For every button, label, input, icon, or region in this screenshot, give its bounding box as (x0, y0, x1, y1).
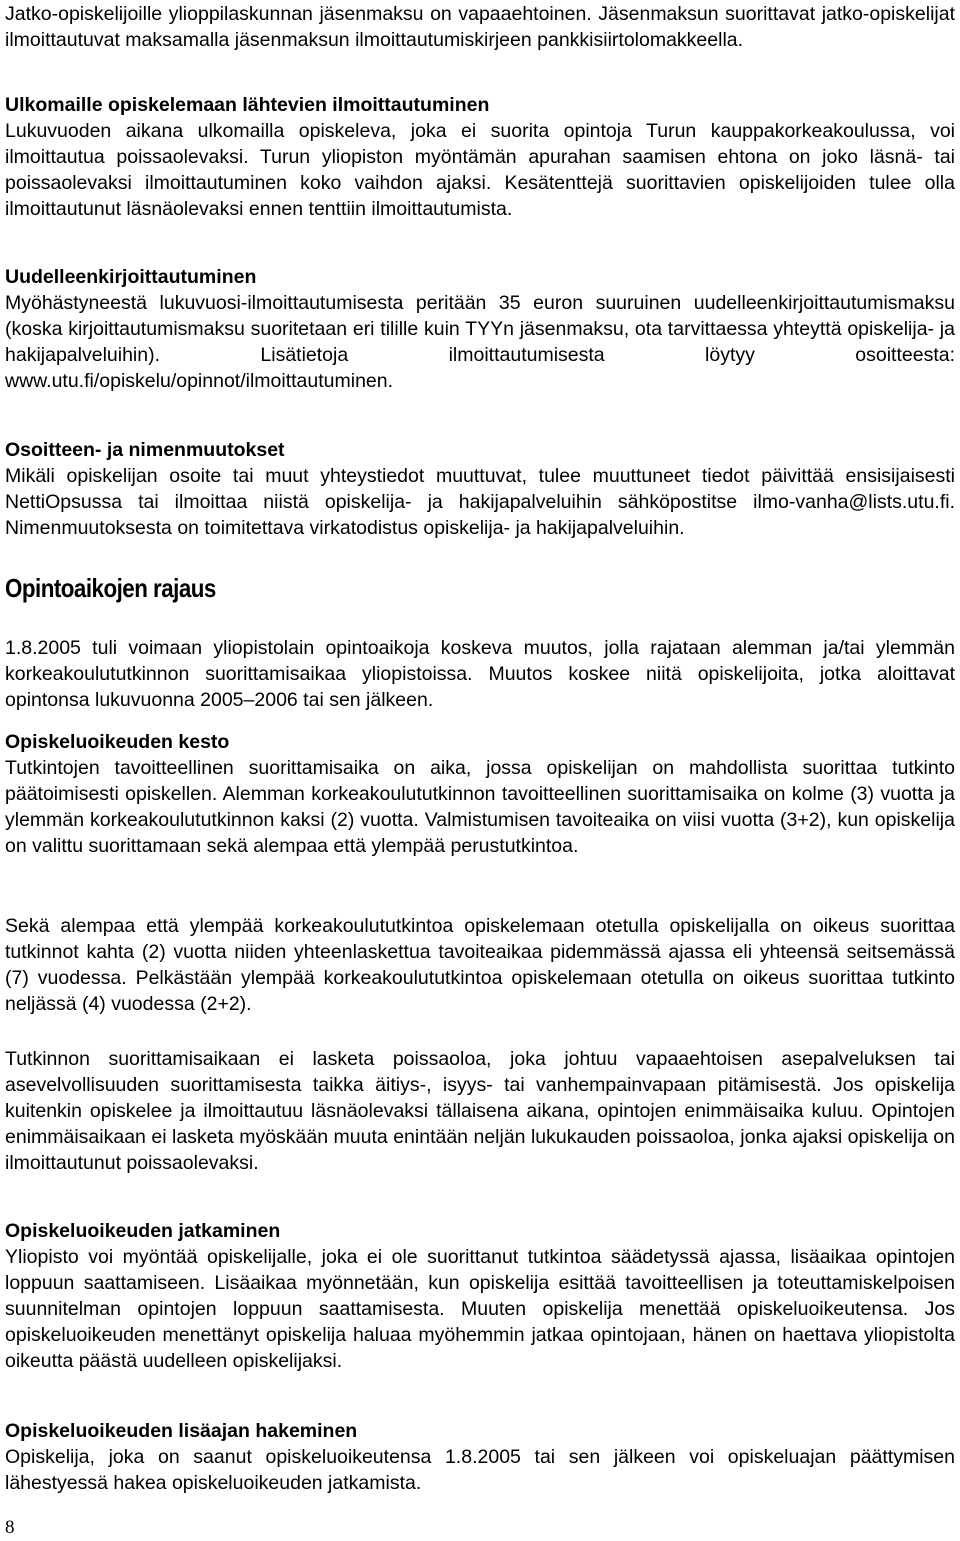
chapter-title: Opintoaikojen rajaus (5, 573, 216, 603)
section-heading-duration: Opiskeluoikeuden kesto (5, 731, 230, 753)
section-heading-abroad: Ulkomaille opiskelemaan lähtevien ilmoittautuminen (5, 94, 490, 116)
section-text-application: Opiskelija, joka on saanut opiskeluoikeutensa 1.8.2005 tai sen jälkeen voi opiskeluajan päättymisen lähestyessä hakea opiskeluoikeuden jatkamista. (5, 1446, 955, 1494)
duration-paragraph-3: Tutkinnon suorittamisaikaan ei lasketa poissaoloa, joka johtuu vapaaehtoisen asepalveluksen tai asevelvollisuuden suorittamisesta taikka äitiys-, isyys- tai vanhempainvapaan pitämisestä. Jos opiskelija kuitenkin opiskelee ja ilmoittautuu läsnäolevaksi tällaisena aikana, opintojen enimmäisaika kuluu. Opintojen enimmäisaikaan ei lasketa myöskään muuta enintään neljän lukukauden poissaoloa, jonka ajaksi opiskelija on ilmoittautunut poissaolevaksi. (5, 1048, 955, 1174)
section-heading-reregistration: Uudelleenkirjoittautuminen (5, 266, 257, 288)
intro-paragraph: Jatko-opiskelijoille ylioppilaskunnan jäsenmaksu on vapaaehtoinen. Jäsenmaksun suorittavat jatko-opiskelijat ilmoittautuvat maksamalla jäsenmaksun ilmoittautumiskirjeen pankkisiirtolomakkeella. (5, 3, 955, 51)
section-application (5, 1418, 955, 1496)
chapter-intro: 1.8.2005 tuli voimaan yliopistolain opintoaikoja koskeva muutos, jolla rajataan alemman ja/tai ylemmän korkeakoulututkinnon suorittamisaikaa yliopistoissa. Muutos koskee niitä opiskelijoita, jotka aloittavat opintonsa lukuvuonna 2005–2006 tai sen jälkeen. (5, 637, 955, 711)
section-extension (5, 1218, 955, 1374)
section-address-change (5, 437, 955, 541)
section-text-extension: Yliopisto voi myöntää opiskelijalle, joka ei ole suorittanut tutkintoa säädetyssä ajassa, lisäaikaa opintojen loppuun saattamiseen. Lisäaikaa myönnetään, kun opiskelija esittää tavoitteellisen ja toteuttamiskelpoisen suunnitelman opintojen loppuun saattamisesta. Muuten opiskelija menettää opiskeluoikeutensa. Jos opiskeluoikeuden menettänyt opiskelija haluaa myöhemmin jatkaa opintojaan, hänen on haettava yliopistolta oikeutta päästä uudelleen opiskelijaksi. (5, 1246, 955, 1372)
page-number: 8 (5, 1517, 15, 1538)
duration-paragraph-1: Tutkintojen tavoitteellinen suorittamisaika on aika, jossa opiskelijan on mahdollista suorittaa tutkinto päätoimisesti opiskellen. Alemman korkeakoulututkinnon tavoitteellinen suorittamisaika on kolme (3) vuotta ja ylemmän korkeakoulututkinnon kaksi (2) vuotta. Valmistumisen tavoiteaika on viisi vuotta (3+2), kun opiskelija on valittu suorittamaan sekä alempaa että ylempää perustutkintoa. (5, 757, 955, 857)
section-reregistration (5, 264, 955, 394)
section-duration (5, 729, 955, 859)
section-text-address-change: Mikäli opiskelijan osoite tai muut yhteystiedot muuttuvat, tulee muuttuneet tiedot päivittää ensisijaisesti NettiOpsussa tai ilmoittaa niistä opiskelija- ja hakijapalveluihin sähköpostitse ilmo-vanha@lists.utu.fi. Nimenmuutoksesta on toimitettava virkatodistus opiskelija- ja hakijapalveluihin. (5, 465, 955, 539)
section-heading-application: Opiskeluoikeuden lisäajan hakeminen (5, 1420, 358, 1442)
section-heading-extension: Opiskeluoikeuden jatkaminen (5, 1220, 281, 1242)
section-abroad (5, 92, 955, 222)
duration-paragraph-2: Sekä alempaa että ylempää korkeakoulututkintoa opiskelemaan otetulla opiskelijalla on oikeus suorittaa tutkinnot kahta (2) vuotta niiden yhteenlaskettua tavoiteaikaa pidemmässä ajassa eli yhteensä seitsemässä (7) vuodessa. Pelkästään ylempää korkeakoulututkintoa opiskelemaan otetulla on oikeus suorittaa tutkinto neljässä (4) vuodessa (2+2). (5, 915, 955, 1015)
section-heading-address-change: Osoitteen- ja nimenmuutokset (5, 439, 285, 461)
chapter-title-wrap (5, 572, 955, 604)
section-text-reregistration: Myöhästyneestä lukuvuosi-ilmoittautumisesta peritään 35 euron suuruinen uudelleenkirjoittautumismaksu (koska kirjoittautumismaksu suoritetaan eri tilille kuin TYYn jäsenmaksu, ota tarvittaessa yhteyttä opiskelija- ja hakijapalveluihin). Lisätietoja ilmoittautumisesta löytyy osoitteesta: www.utu.fi/opiskelu/opinnot/ilmoittautuminen. (5, 292, 955, 392)
section-text-abroad: Lukuvuoden aikana ulkomailla opiskeleva, joka ei suorita opintoja Turun kauppakorkeakoulussa, voi ilmoittautua poissaolevaksi. Turun yliopiston myöntämän apurahan saamisen ehtona on joko läsnä- tai poissaolevaksi ilmoittautuminen koko vaihdon ajaksi. Kesätenttejä suorittavien opiskelijoiden tulee olla ilmoittautunut läsnäolevaksi ennen tenttiin ilmoittautumista. (5, 120, 955, 220)
